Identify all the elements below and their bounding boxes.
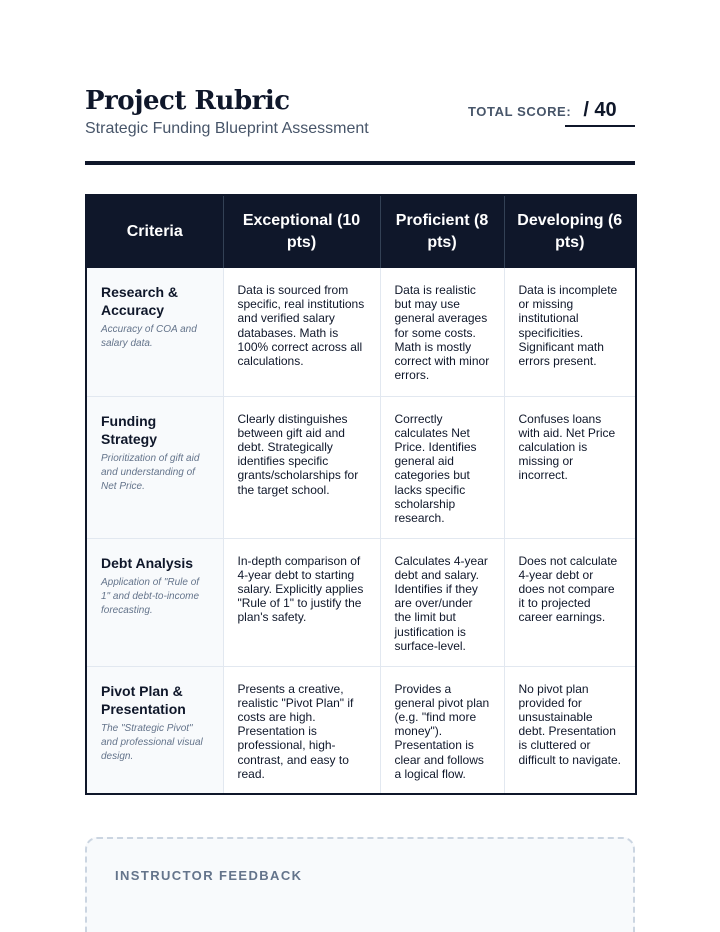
table-row [86,666,636,794]
exceptional-cell: Clearly distinguishes between gift aid and debt. Strategically identifies specific grants/scholarships for the target school. [223,396,380,538]
developing-cell: Confuses loans with aid. Net Price calculation is missing or incorrect. [504,396,636,538]
developing-cell: Does not calculate 4-year debt or does not compare it to projected career earnings. [504,538,636,666]
rubric-table [85,194,637,795]
proficient-cell: Data is realistic but may use general averages for some costs. Math is mostly correct with minor errors. [380,268,504,396]
criteria-description: Prioritization of gift aid and understanding of Net Price. [101,452,200,492]
instructor-feedback-box[interactable] [85,837,635,932]
proficient-cell: Correctly calculates Net Price. Identifies general aid categories but lacks specific scholarship research. [380,396,504,538]
criteria-description: The "Strategic Pivot" and professional visual design. [101,722,203,762]
criteria-cell [86,268,223,396]
exceptional-cell: Data is sourced from specific, real institutions and verified salary databases. Math is 100% correct across all calculations. [223,268,380,396]
instructor-feedback-label: INSTRUCTOR FEEDBACK [115,868,303,883]
criteria-cell [86,538,223,666]
proficient-cell: Provides a general pivot plan (e.g. "find more money"). Presentation is clear and follows a logical flow. [380,666,504,794]
page-title: Project Rubric [85,86,290,116]
proficient-cell: Calculates 4-year debt and salary. Identifies if they are over/under the limit but justification is surface-level. [380,538,504,666]
criteria-name: Debt Analysis [101,554,194,571]
total-score-value: / 40 [583,99,617,121]
total-score-label: TOTAL SCORE: [468,104,572,119]
criteria-description: Accuracy of COA and salary data. [101,324,197,349]
column-header-proficient: Proficient (8 pts) [380,195,504,268]
developing-cell: No pivot plan provided for unsustainable debt. Presentation is cluttered or difficult to navigate. [504,666,636,794]
criteria-cell [86,666,223,794]
page-subtitle: Strategic Funding Blueprint Assessment [85,120,369,137]
column-header-criteria: Criteria [86,195,223,268]
criteria-name: Pivot Plan & Presentation [101,682,186,717]
criteria-description: Application of "Rule of 1" and debt-to-income forecasting. [101,576,200,616]
criteria-name: Funding Strategy [101,412,158,447]
table-row [86,538,636,666]
developing-cell: Data is incomplete or missing institutional specificities. Significant math errors present. [518,283,618,369]
column-header-developing: Developing (6 pts) [504,195,636,268]
table-row [86,268,636,396]
exceptional-cell: Presents a creative, realistic "Pivot Plan" if costs are high. Presentation is professional, high-contrast, and easy to read. [223,666,380,794]
criteria-name: Research & Accuracy [101,284,179,318]
rubric-header-row [86,195,636,268]
table-row [86,396,636,538]
criteria-cell [86,396,223,538]
total-score-field[interactable] [565,98,635,127]
exceptional-cell: In-depth comparison of 4-year debt to starting salary. Explicitly applies "Rule of 1" to justify the plan's safety. [223,538,380,666]
column-header-exceptional: Exceptional (10 pts) [223,195,380,268]
page-header [85,86,635,146]
header-divider [85,161,635,165]
